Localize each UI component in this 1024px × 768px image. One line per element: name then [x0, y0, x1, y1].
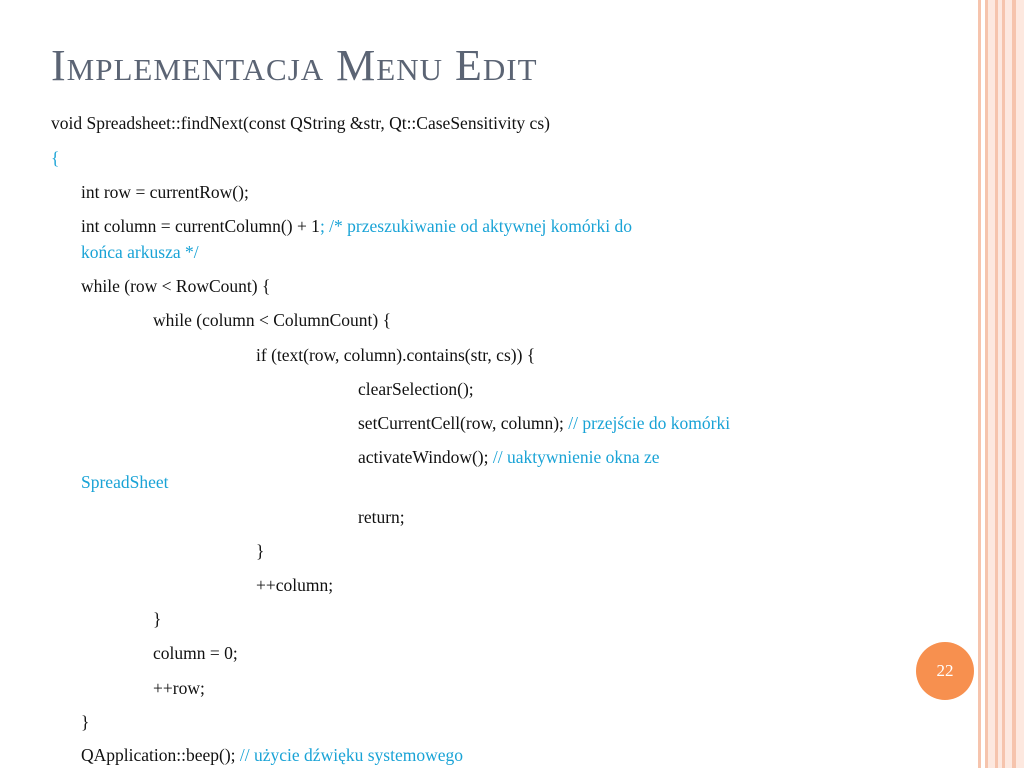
code-text: }	[256, 541, 265, 561]
code-text: }	[81, 712, 90, 732]
code-text: ++column;	[256, 575, 334, 595]
code-text: {	[51, 148, 60, 168]
code-comment: // uaktywnienie okna ze	[492, 447, 660, 467]
code-line	[358, 444, 660, 470]
code-comment: SpreadSheet	[81, 472, 169, 492]
code-line	[256, 342, 535, 368]
code-text: int row = currentRow();	[81, 182, 249, 202]
page-number-badge	[916, 642, 974, 700]
code-line	[81, 273, 270, 299]
code-text: QApplication::beep();	[81, 745, 240, 765]
code-text: while (column < ColumnCount) {	[153, 310, 391, 330]
code-text: ++row;	[153, 678, 205, 698]
code-text: void Spreadsheet::findNext(const QString &str, Qt::CaseSensitivity cs)	[51, 113, 550, 133]
code-text: while (row < RowCount) {	[81, 276, 271, 296]
code-text: int column = currentColumn() + 1	[81, 216, 320, 236]
code-line	[51, 110, 550, 136]
code-line	[153, 675, 205, 701]
code-text: }	[153, 609, 162, 629]
code-line	[153, 606, 161, 632]
code-line	[51, 145, 59, 171]
slide-title: Implementacja Menu Edit	[51, 41, 538, 90]
code-comment: ; /* przeszukiwanie od aktywnej komórki do	[319, 216, 632, 236]
code-text: return;	[358, 507, 405, 527]
code-line	[81, 213, 632, 239]
code-line	[358, 504, 405, 530]
code-line	[256, 572, 333, 598]
code-comment: // użycie dźwięku systemowego	[239, 745, 463, 765]
code-comment: końca arkusza */	[81, 242, 199, 262]
code-line	[358, 410, 730, 436]
code-line	[81, 742, 463, 768]
code-text: if (text(row, column).contains(str, cs)) {	[256, 345, 536, 365]
code-line	[358, 376, 474, 402]
code-line	[153, 307, 391, 333]
code-text: activateWindow();	[358, 447, 493, 467]
code-line	[81, 239, 199, 265]
code-line	[81, 709, 89, 735]
code-comment: // przejście do komórki	[568, 413, 731, 433]
page-number: 22	[936, 661, 954, 680]
code-text: setCurrentCell(row, column);	[358, 413, 569, 433]
code-line	[81, 179, 249, 205]
code-text: clearSelection();	[358, 379, 474, 399]
code-line	[81, 469, 168, 495]
code-text: column = 0;	[153, 643, 238, 663]
code-line	[153, 640, 238, 666]
code-line	[256, 538, 264, 564]
